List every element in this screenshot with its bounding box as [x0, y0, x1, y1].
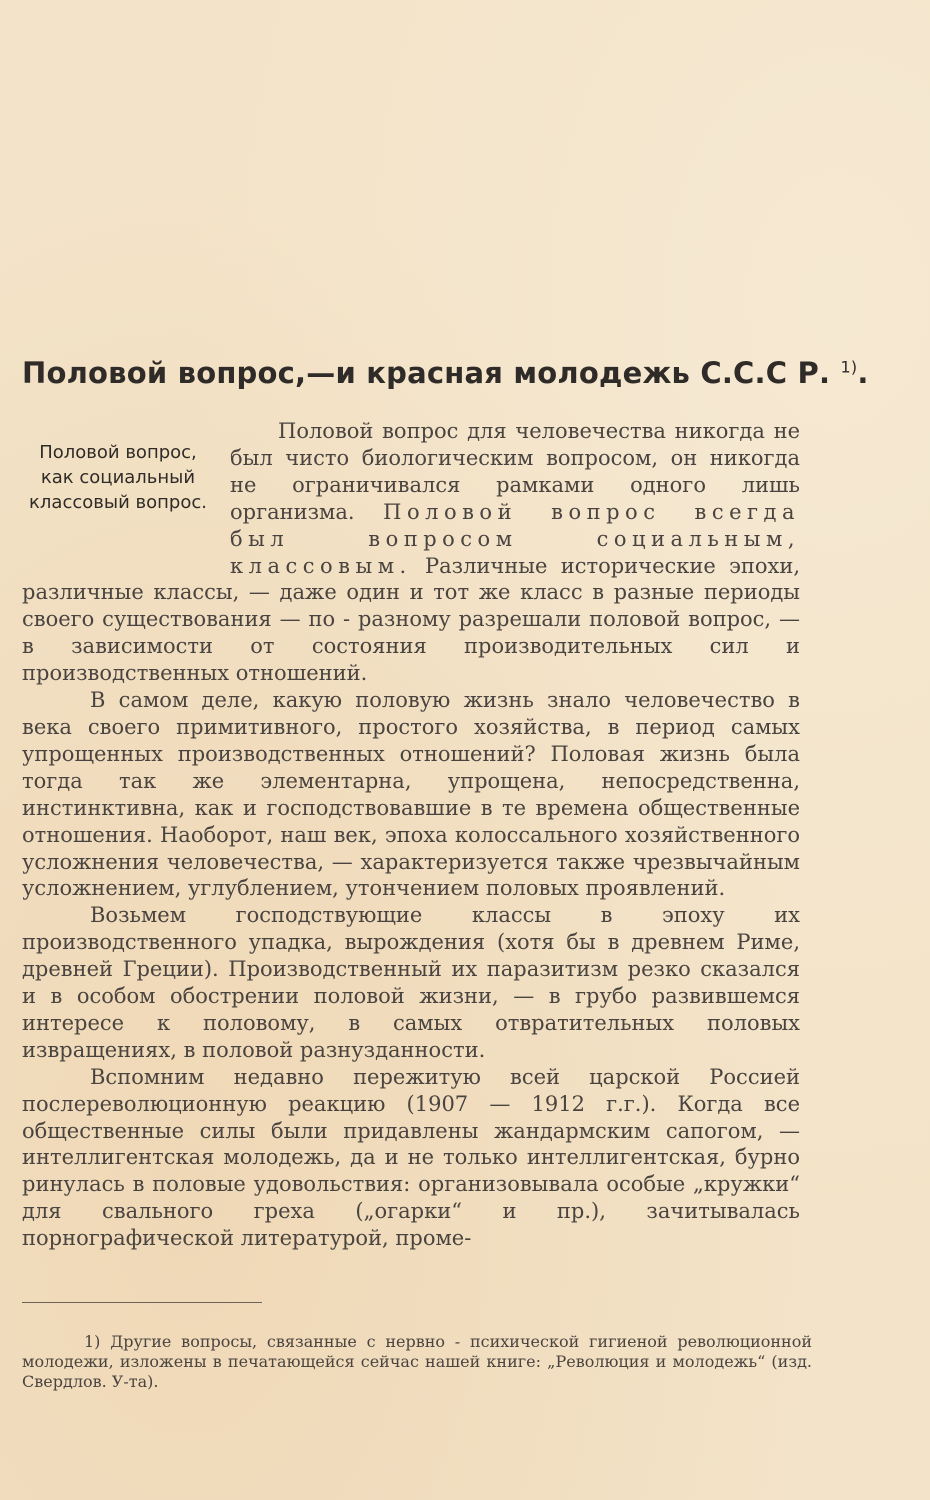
- title-footnote-ref: 1): [840, 357, 858, 377]
- margin-note-spacer: [22, 418, 230, 572]
- margin-note: Половой вопрос, как социальный классовый вопрос.: [29, 442, 207, 513]
- chapter-title-text: Половой вопрос,—и красная молодежь С.С.С Р.: [22, 356, 831, 390]
- body-text: [22, 418, 800, 1252]
- paragraph-1-rest: Различные исторические эпохи, различные классы, — даже один и тот же класс в разные периоды своего существования — по - разному разрешали половой вопрос, — в зависимости от состояния производительных сил и производственных отношений.: [22, 553, 800, 686]
- paragraph-1-lead: Половой вопрос для человечества никогда не был чисто биологическим вопросом, он никогда не ограничивался рамками одного лишь организма.: [230, 419, 800, 524]
- paragraph-4: Вспомним недавно пережитую всей царской Россией послереволюционную реакцию (1907 — 1912 г.г.). Когда все общественные силы были придавлены жандармским сапогом, — интеллигентская молодежь, да и не только интеллигентская, бурно ринулась в половые удовольствия: организовывала особые „кружки“ для свального греха („огарки“ и пр.), зачитывалась порнографической литературой, проме-: [22, 1064, 800, 1251]
- footnote-rule: [22, 1302, 262, 1303]
- paragraph-2: В самом деле, какую половую жизнь знало человечество в века своего примитивного, простого хозяйства, в период самых упрощенных производственных отношений? Половая жизнь была тогда так же элементарна, упрощена, непосредственна, инстинктивна, как и господствовавшие в те времена общественные отношения. Наоборот, наш век, эпоха колоссального хозяйственного усложнения человечества, — характеризуется также чрезвычайным усложнением, углублением, утончением половых проявлений.: [22, 688, 800, 901]
- footnote-mark: 1): [84, 1332, 101, 1351]
- paragraph-3: Возьмем господствующие классы в эпоху их производственного упадка, вырождения (хотя бы в древнем Риме, древней Греции). Производственный их паразитизм резко сказался и в особом обострении половой жизни, — в грубо развившемся интересе к половому, в самых отвратительных половых извращениях, в половой разнузданности.: [22, 903, 800, 1062]
- footnote-text: Другие вопросы, связанные с нервно - психической гигиеной революционной молодежи, изложены в печатающейся сейчас нашей книге: „Революция и молодежь“ (изд. Свердлов. У-та).: [22, 1332, 812, 1391]
- chapter-title: Половой вопрос,—и красная молодежь С.С.С Р. $^{1)}$.: [22, 356, 869, 390]
- footnote: [22, 1332, 812, 1392]
- paragraph-1-emphasis: Половой вопрос всегда был вопросом социальным, классовым.: [230, 499, 801, 578]
